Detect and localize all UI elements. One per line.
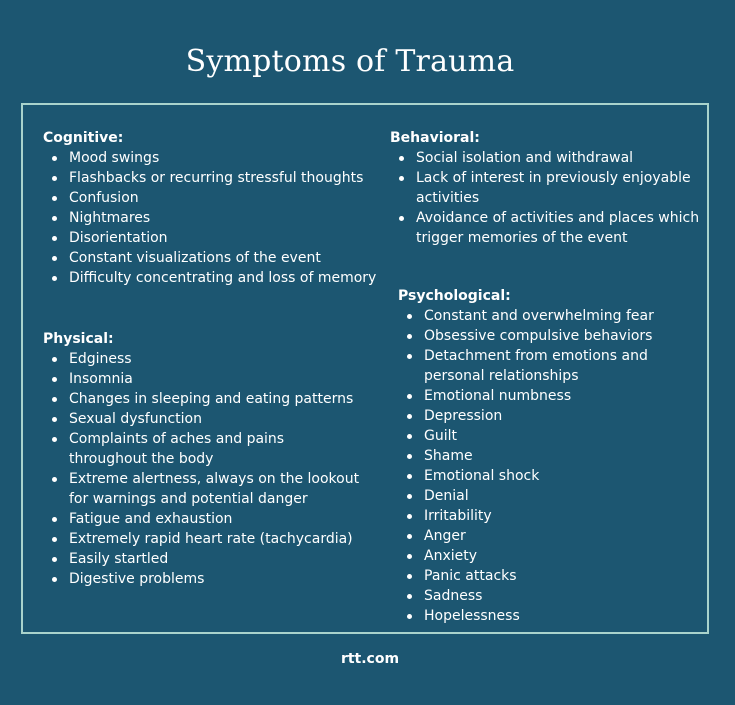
list-item: Insomnia [43,369,359,389]
physical-list [43,349,359,589]
list-item: Constant visualizations of the event [43,248,376,268]
behavioral-heading: Behavioral: [390,130,480,146]
physical-heading: Physical: [43,331,114,347]
footer-site-link[interactable]: rtt.com [340,651,400,667]
list-item: Extremely rapid heart rate (tachycardia) [43,529,359,549]
list-item: Sexual dysfunction [43,409,359,429]
list-item: Anger [398,526,654,546]
list-item: Denial [398,486,654,506]
list-item: Complaints of aches and pains throughout the body [43,429,359,469]
list-item: Sadness [398,586,654,606]
list-item: Constant and overwhelming fear [398,306,654,326]
cognitive-list [43,148,376,288]
list-item: Hopelessness [398,606,654,626]
list-item: Obsessive compulsive behaviors [398,326,654,346]
list-item: Edginess [43,349,359,369]
list-item: Shame [398,446,654,466]
page-title: Symptoms of Trauma [185,44,515,79]
list-item: Mood swings [43,148,376,168]
list-item: Depression [398,406,654,426]
list-item: Irritability [398,506,654,526]
list-item: Emotional numbness [398,386,654,406]
list-item: Panic attacks [398,566,654,586]
psychological-heading: Psychological: [398,288,511,304]
physical-section [43,329,359,589]
list-item: Confusion [43,188,376,208]
list-item: Changes in sleeping and eating patterns [43,389,359,409]
list-item: Nightmares [43,208,376,228]
list-item: Lack of interest in previously enjoyable activities [390,168,699,208]
list-item: Avoidance of activities and places which trigger memories of the event [390,208,699,248]
psychological-section [398,286,654,626]
behavioral-list [390,148,699,248]
list-item: Detachment from emotions and personal relationships [398,346,654,386]
list-item: Emotional shock [398,466,654,486]
list-item: Disorientation [43,228,376,248]
list-item: Difficulty concentrating and loss of memory [43,268,376,288]
list-item: Flashbacks or recurring stressful thoughts [43,168,376,188]
list-item: Guilt [398,426,654,446]
cognitive-heading: Cognitive: [43,130,124,146]
behavioral-section [390,128,699,248]
list-item: Fatigue and exhaustion [43,509,359,529]
list-item: Easily startled [43,549,359,569]
list-item: Social isolation and withdrawal [390,148,699,168]
cognitive-section [43,128,376,288]
list-item: Anxiety [398,546,654,566]
psychological-list [398,306,654,626]
list-item: Digestive problems [43,569,359,589]
list-item: Extreme alertness, always on the lookout for warnings and potential danger [43,469,359,509]
